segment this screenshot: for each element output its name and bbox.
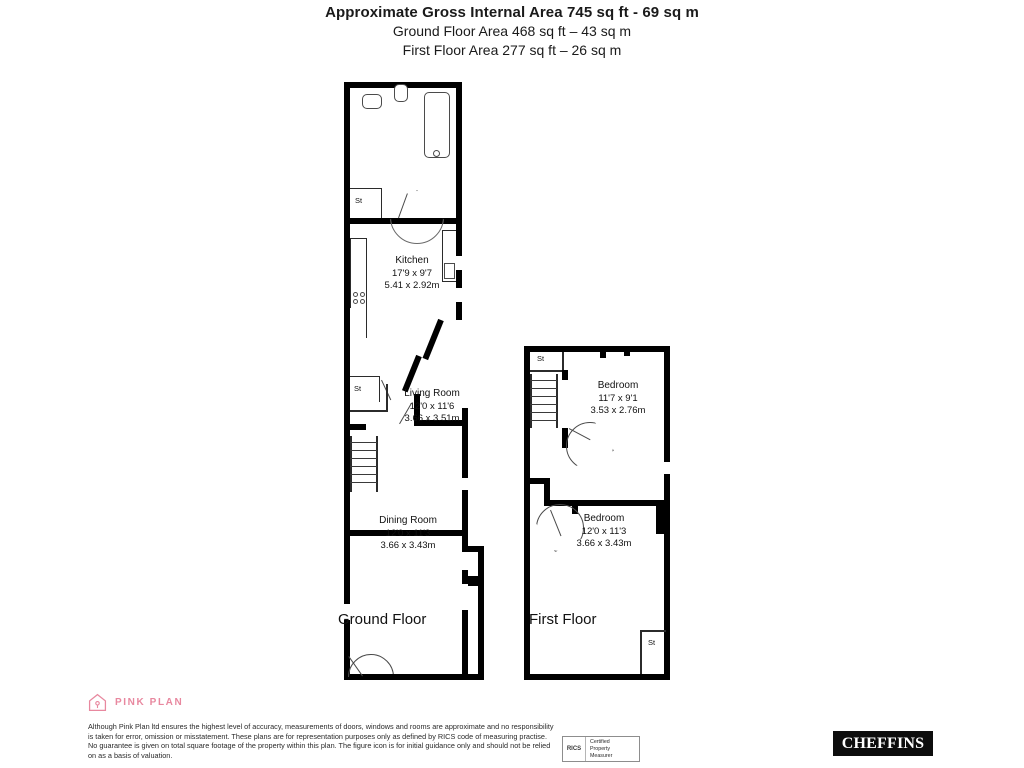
room-living bbox=[386, 388, 478, 426]
storage-label-bed2: St bbox=[648, 638, 656, 647]
first-floor-title: First Floor bbox=[529, 611, 597, 628]
wall bbox=[478, 546, 484, 680]
stair-step bbox=[350, 466, 377, 467]
wall bbox=[456, 82, 462, 194]
hob-burner-icon bbox=[360, 292, 365, 297]
house-icon bbox=[88, 693, 107, 712]
wall-thin bbox=[350, 410, 388, 412]
wall-thin bbox=[562, 352, 564, 372]
wall bbox=[422, 319, 443, 360]
wall bbox=[600, 346, 606, 358]
wall bbox=[456, 270, 462, 288]
wall bbox=[456, 224, 462, 256]
wall bbox=[344, 384, 350, 424]
wall bbox=[462, 610, 468, 680]
stair-step bbox=[530, 420, 557, 421]
wall bbox=[462, 426, 468, 478]
worktop-line bbox=[442, 230, 456, 231]
room-dims-imperial: 11'7 x 9'1 bbox=[598, 392, 638, 404]
bath-drain bbox=[433, 150, 440, 157]
stair-step bbox=[530, 412, 557, 413]
wall-thin bbox=[381, 188, 382, 218]
ground-floor-area: Ground Floor Area 468 sq ft – 43 sq m bbox=[392, 23, 632, 39]
basin-fixture bbox=[362, 94, 382, 109]
floorplan-canvas bbox=[0, 70, 1024, 647]
stair-step bbox=[530, 396, 557, 397]
stair-step bbox=[530, 380, 557, 381]
worktop-line bbox=[350, 238, 351, 308]
wall bbox=[456, 302, 462, 320]
room-name: Dining Room bbox=[379, 515, 437, 526]
room-bedroom-2 bbox=[556, 513, 652, 551]
wall-thin bbox=[640, 630, 642, 674]
wall bbox=[524, 346, 670, 352]
wall bbox=[664, 534, 670, 680]
stair-step bbox=[530, 388, 557, 389]
stair-step bbox=[530, 404, 557, 405]
wall-thin bbox=[350, 376, 380, 377]
room-dims-metric: 3.66 x 3.43m bbox=[380, 540, 436, 551]
room-bedroom-1 bbox=[570, 380, 666, 418]
first-floor-area: First Floor Area 277 sq ft – 26 sq m bbox=[402, 42, 622, 58]
wc-fixture bbox=[394, 84, 408, 102]
door-swing-arc bbox=[566, 422, 614, 470]
hob-burner-icon bbox=[353, 292, 358, 297]
wall bbox=[578, 500, 664, 506]
stair-line bbox=[350, 436, 352, 492]
brand-name: PINK PLAN bbox=[115, 697, 184, 708]
storage-label-bathroom: St bbox=[355, 196, 363, 205]
room-dims-imperial: 12'0 x 11'3 bbox=[581, 525, 627, 537]
room-name: Living Room bbox=[404, 388, 460, 399]
ground-floor-title: Ground Floor bbox=[338, 611, 427, 628]
room-dims-metric: 3.53 x 2.76m bbox=[590, 405, 646, 416]
wall-thin bbox=[640, 630, 666, 632]
rics-logo-icon: RICS bbox=[563, 737, 586, 761]
worktop-line bbox=[350, 238, 367, 239]
room-kitchen bbox=[372, 255, 452, 293]
room-dims-metric: 5.41 x 2.92m bbox=[384, 280, 440, 291]
stair-step bbox=[350, 442, 377, 443]
hob-burner-icon bbox=[360, 299, 365, 304]
agent-logo: CHEFFINS bbox=[833, 731, 933, 756]
wall-thin bbox=[530, 370, 564, 372]
hob-burner-icon bbox=[353, 299, 358, 304]
stair-step bbox=[350, 458, 377, 459]
room-name: Kitchen bbox=[395, 255, 429, 266]
rics-badge-text: Certified Property Measurer bbox=[590, 738, 613, 759]
page-title: Approximate Gross Internal Area 745 sq ft - 69 sq m bbox=[325, 4, 699, 21]
rics-badge bbox=[562, 736, 640, 762]
wall bbox=[344, 536, 350, 604]
wall bbox=[468, 576, 484, 586]
room-dims-metric: 3.66 x 3.51m bbox=[404, 413, 460, 424]
bath-fixture bbox=[424, 92, 450, 158]
wall bbox=[344, 82, 350, 224]
storage-label-hall: St bbox=[354, 384, 362, 393]
worktop-line bbox=[366, 238, 367, 338]
door-swing-arc bbox=[390, 190, 444, 244]
room-dims-imperial: 12'0 x 11'6 bbox=[409, 400, 455, 412]
wall bbox=[344, 424, 366, 430]
wall bbox=[402, 355, 422, 392]
stair-step bbox=[350, 474, 377, 475]
plan-header bbox=[0, 0, 1024, 60]
room-dining bbox=[360, 515, 456, 553]
storage-label-bed1: St bbox=[537, 354, 545, 363]
room-name: Bedroom bbox=[583, 513, 625, 524]
wall bbox=[562, 370, 568, 380]
room-dims-metric: 3.66 x 3.43m bbox=[576, 538, 632, 549]
stair-step bbox=[350, 482, 377, 483]
room-name: Bedroom bbox=[597, 380, 639, 391]
disclaimer-text: Although Pink Plan ltd ensures the highest level of accuracy, measurements of doors, windows and rooms are approximate and no responsibility is taken for error, omission or misstatement. These plans are for representation purposes only as defined by RICS code of measuring practise. No guarantee is given on total square footage of the property within this plan. The figure icon is for initial guidance only and should not be relied on as a basis of valuation. bbox=[88, 722, 554, 760]
room-dims-imperial: 17'9 x 9'7 bbox=[391, 267, 433, 279]
brand-logo bbox=[88, 693, 183, 712]
stair-line bbox=[376, 436, 378, 492]
wall-thin bbox=[350, 188, 382, 189]
room-dims-imperial: 12'0 x 11'3 bbox=[385, 527, 431, 539]
wall bbox=[624, 346, 630, 356]
stair-step bbox=[350, 450, 377, 451]
